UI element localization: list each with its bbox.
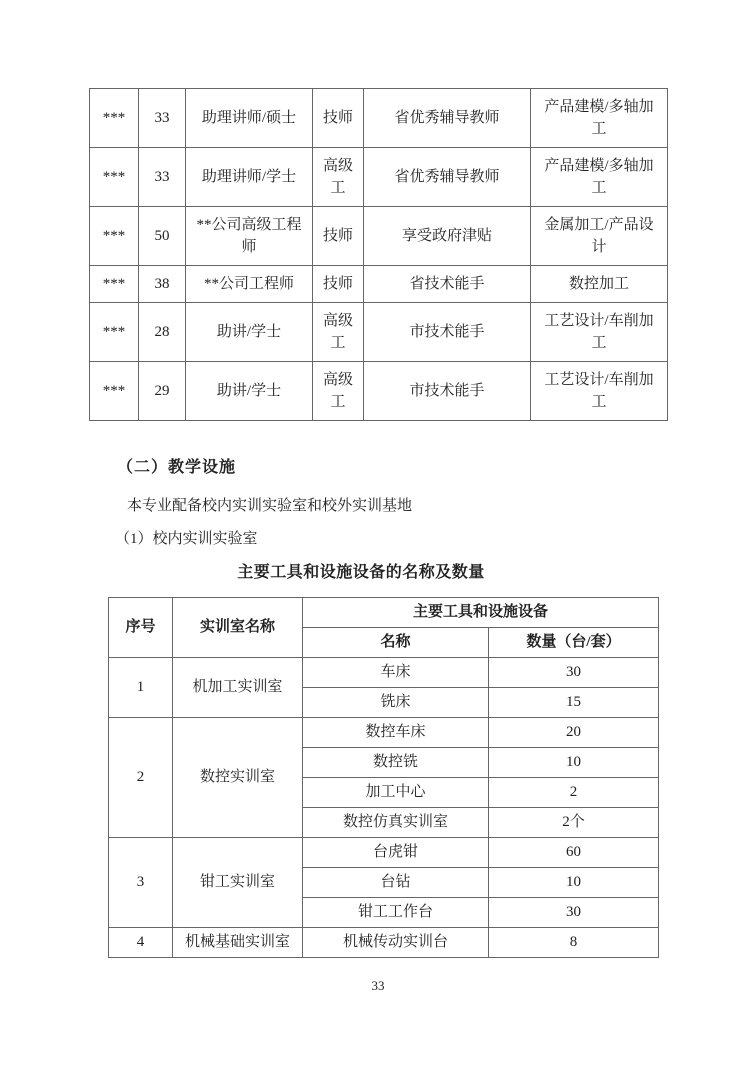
equipment-name-cell: 加工中心 xyxy=(303,778,489,808)
teacher-title-cell: 助理讲师/硕士 xyxy=(186,89,313,148)
teacher-specialty-cell: 数控加工 xyxy=(531,266,668,303)
header-room: 实训室名称 xyxy=(173,598,303,658)
teacher-name-cell: *** xyxy=(90,362,139,421)
teacher-honor-cell: 享受政府津贴 xyxy=(364,207,531,266)
teacher-name-cell: *** xyxy=(90,89,139,148)
teacher-title-cell: **公司工程师 xyxy=(186,266,313,303)
table-row xyxy=(90,362,668,421)
room-name-cell: 机械基础实训室 xyxy=(173,928,303,958)
table-row xyxy=(109,928,659,958)
teacher-table xyxy=(89,88,668,421)
teacher-age-cell: 33 xyxy=(139,148,186,207)
table-row xyxy=(109,658,659,688)
teacher-honor-cell: 省优秀辅导教师 xyxy=(364,89,531,148)
room-no-cell: 3 xyxy=(109,838,173,928)
table-header-row xyxy=(109,598,659,628)
teacher-age-cell: 33 xyxy=(139,89,186,148)
equipment-qty-cell: 15 xyxy=(489,688,659,718)
table-row xyxy=(109,838,659,868)
section-paragraph: 本专业配备校内实训实验室和校外实训基地 xyxy=(127,498,413,514)
equipment-table xyxy=(108,597,659,958)
teacher-name-cell: *** xyxy=(90,266,139,303)
equipment-name-cell: 数控车床 xyxy=(303,718,489,748)
section-heading: （二）教学设施 xyxy=(117,459,237,476)
teacher-grade-cell: 高级工 xyxy=(313,148,364,207)
teacher-grade-cell: 高级工 xyxy=(313,362,364,421)
teacher-honor-cell: 市技术能手 xyxy=(364,303,531,362)
teacher-specialty-cell: 工艺设计/车削加工 xyxy=(531,362,668,421)
teacher-age-cell: 50 xyxy=(139,207,186,266)
teacher-specialty-cell: 金属加工/产品设计 xyxy=(531,207,668,266)
teacher-specialty-cell: 产品建模/多轴加工 xyxy=(531,148,668,207)
teacher-title-cell: **公司高级工程师 xyxy=(186,207,313,266)
header-no: 序号 xyxy=(109,598,173,658)
teacher-specialty-cell: 产品建模/多轴加工 xyxy=(531,89,668,148)
teacher-title-cell: 助讲/学士 xyxy=(186,303,313,362)
teacher-age-cell: 29 xyxy=(139,362,186,421)
teacher-age-cell: 28 xyxy=(139,303,186,362)
table-row xyxy=(90,207,668,266)
teacher-title-cell: 助讲/学士 xyxy=(186,362,313,421)
table-row xyxy=(109,718,659,748)
teacher-honor-cell: 省优秀辅导教师 xyxy=(364,148,531,207)
page-number: 33 xyxy=(371,978,385,993)
room-no-cell: 1 xyxy=(109,658,173,718)
teacher-title-cell: 助理讲师/学士 xyxy=(186,148,313,207)
equipment-qty-cell: 60 xyxy=(489,838,659,868)
room-name-cell: 钳工实训室 xyxy=(173,838,303,928)
table-row xyxy=(90,266,668,303)
room-name-cell: 数控实训室 xyxy=(173,718,303,838)
equipment-name-cell: 数控铣 xyxy=(303,748,489,778)
equipment-name-cell: 钳工工作台 xyxy=(303,898,489,928)
equipment-qty-cell: 30 xyxy=(489,658,659,688)
teacher-age-cell: 38 xyxy=(139,266,186,303)
teacher-grade-cell: 技师 xyxy=(313,207,364,266)
equipment-qty-cell: 2 xyxy=(489,778,659,808)
header-tools: 主要工具和设施设备 xyxy=(303,598,659,628)
teacher-name-cell: *** xyxy=(90,148,139,207)
equipment-name-cell: 数控仿真实训室 xyxy=(303,808,489,838)
header-qty: 数量（台/套） xyxy=(489,628,659,658)
equipment-name-cell: 车床 xyxy=(303,658,489,688)
teacher-honor-cell: 省技术能手 xyxy=(364,266,531,303)
header-name: 名称 xyxy=(303,628,489,658)
teacher-grade-cell: 技师 xyxy=(313,266,364,303)
equipment-qty-cell: 8 xyxy=(489,928,659,958)
equipment-table-title: 主要工具和设施设备的名称及数量 xyxy=(237,564,485,581)
equipment-name-cell: 铣床 xyxy=(303,688,489,718)
teacher-grade-cell: 高级工 xyxy=(313,303,364,362)
room-no-cell: 2 xyxy=(109,718,173,838)
teacher-name-cell: *** xyxy=(90,207,139,266)
equipment-qty-cell: 10 xyxy=(489,868,659,898)
room-no-cell: 4 xyxy=(109,928,173,958)
teacher-name-cell: *** xyxy=(90,303,139,362)
teacher-specialty-cell: 工艺设计/车削加工 xyxy=(531,303,668,362)
equipment-name-cell: 台虎钳 xyxy=(303,838,489,868)
table-row xyxy=(90,303,668,362)
section-subheading: （1）校内实训实验室 xyxy=(115,531,258,547)
teacher-grade-cell: 技师 xyxy=(313,89,364,148)
teacher-honor-cell: 市技术能手 xyxy=(364,362,531,421)
table-row xyxy=(90,89,668,148)
equipment-qty-cell: 20 xyxy=(489,718,659,748)
equipment-qty-cell: 10 xyxy=(489,748,659,778)
room-name-cell: 机加工实训室 xyxy=(173,658,303,718)
table-row xyxy=(90,148,668,207)
equipment-qty-cell: 2个 xyxy=(489,808,659,838)
equipment-qty-cell: 30 xyxy=(489,898,659,928)
equipment-name-cell: 机械传动实训台 xyxy=(303,928,489,958)
equipment-name-cell: 台钻 xyxy=(303,868,489,898)
